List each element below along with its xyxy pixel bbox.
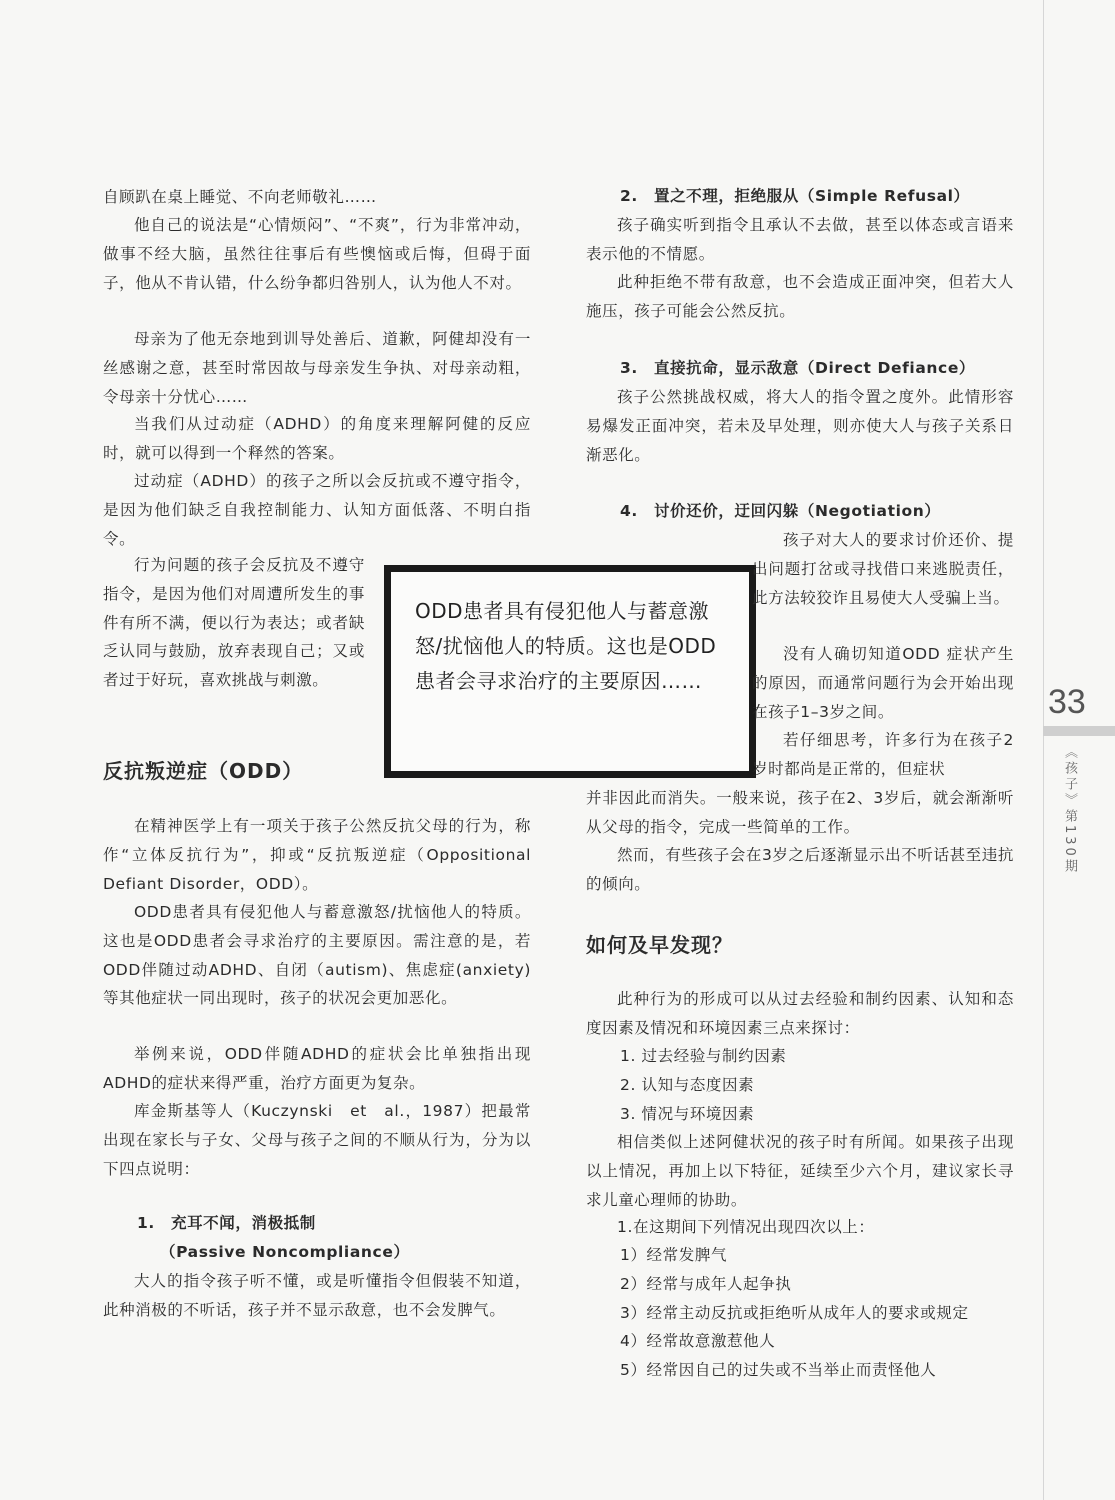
subheading-1: 1. 充耳不闻，消极抵制 <box>137 1214 316 1232</box>
list-item: 2）经常与成年人起争执 <box>620 1274 792 1293</box>
factor-list <box>620 1042 786 1128</box>
right-paragraph-2: 此种拒绝不带有敌意，也不会造成正面冲突，但若大人施压，孩子可能会公然反抗。 <box>586 273 1014 320</box>
left-paragraph-7: 在精神医学上有一项关于孩子公然反抗父母的行为，称作“立体反抗行为”，抑或“反抗叛逆症（Oppositional Defiant Disorder，ODD）。 <box>103 817 531 893</box>
list-item: 3. 情况与环境因素 <box>620 1104 755 1123</box>
left-paragraph-3: 母亲为了他无奈地到训导处善后、道歉，阿健却没有一丝感谢之意，甚至时常因故与母亲发生争执、对母亲动粗，令母亲十分忧心…… <box>103 330 531 406</box>
list-item: 1）经常发脾气 <box>620 1246 728 1264</box>
journal-issue: 《孩子》第130期 <box>1062 745 1077 875</box>
right-paragraph-1: 孩子确实听到指令且承认不去做，甚至以体态或言语来表示他的不情愿。 <box>586 216 1014 263</box>
right-paragraph-8: 此种行为的形成可以从过去经验和制约因素、认知和态度因素及情况和环境因素三点来探讨： <box>586 990 1014 1037</box>
right-paragraph-7: 然而，有些孩子会在3岁之后逐渐显示出不听话甚至违抗的倾向。 <box>586 846 1014 893</box>
list-item: 5）经常因自己的过失或不当举止而责怪他人 <box>620 1361 937 1380</box>
left-paragraph-6: 行为问题的孩子会反抗及不遵守指令，是因为他们对周遭所发生的事件有所不满，便以行为表达；或者缺乏认同与鼓励，放弃表现自己；又或者过于好玩，喜欢挑战与刺激。 <box>103 556 365 690</box>
margin-rule <box>1043 0 1044 1500</box>
right-paragraph-6b: 并非因此而消失。一般来说，孩子在2、3岁后，就会渐渐听从父母的指令，完成一些简单的工作。 <box>586 789 1014 836</box>
page-number: 33 <box>1048 683 1086 721</box>
list-item: 3）经常主动反抗或拒绝听从成年人的要求或规定 <box>620 1303 969 1322</box>
left-paragraph-2: 他自己的说法是“心情烦闷”、“不爽”，行为非常冲动，做事不经大脑，虽然往往事后有些懊恼或后悔，但碍于面子，他从不肯认错，什么纷争都归咎别人，认为他人不对。 <box>103 216 531 292</box>
right-paragraph-6a: 若仔细思考，许多行为在孩子2岁时都尚是正常的，但症状 <box>752 731 1014 778</box>
heading-how: 如何及早发现？ <box>586 933 733 957</box>
right-paragraph-4: 孩子对大人的要求讨价还价、提出问题打岔或寻找借口来逃脱责任，此方法较狡诈且易使大人受骗上当。 <box>752 531 1014 607</box>
subheading-3: 3. 直接抗命，显示敌意（Direct Defiance） <box>620 359 976 377</box>
list-item: 1. 过去经验与制约因素 <box>620 1047 787 1065</box>
right-paragraph-3: 孩子公然挑战权威，将大人的指令置之度外。此情形容易爆发正面冲突，若未及早处理，则亦使大人与孩子关系日渐恶化。 <box>586 388 1014 464</box>
pull-quote-text: ODD患者具有侵犯他人与蓄意激怒/扰恼他人的特质。这也是ODD患者会寻求治疗的主要原因…… <box>415 599 717 693</box>
list-item: 2. 认知与态度因素 <box>620 1075 755 1094</box>
subheading-2: 2. 置之不理，拒绝服从（Simple Refusal） <box>620 187 970 205</box>
left-paragraph-11: 大人的指令孩子听不懂，或是听懂指令但假装不知道，此种消极的不听话，孩子并不显示敌意，也不会发脾气。 <box>103 1272 531 1319</box>
left-paragraph-8: ODD患者具有侵犯他人与蓄意激怒/扰恼他人的特质。这也是ODD患者会寻求治疗的主要原因。需注意的是，若ODD伴随过动ADHD、自闭（autism)、焦虑症(anxiety)等其他症状一同出现时，孩子的状况会更加恶化。 <box>103 903 531 1008</box>
page-number-bar <box>1043 726 1115 736</box>
list-item: 4）经常故意激惹他人 <box>620 1332 776 1351</box>
left-paragraph-5: 过动症（ADHD）的孩子之所以会反抗或不遵守指令，是因为他们缺乏自我控制能力、认知方面低落、不明白指令。 <box>103 472 531 548</box>
heading-odd: 反抗叛逆症（ODD） <box>103 759 304 783</box>
sign-list <box>620 1241 969 1385</box>
left-paragraph-9: 举例来说，ODD伴随ADHD的症状会比单独指出现ADHD的症状来得严重，治疗方面更为复杂。 <box>103 1045 531 1092</box>
right-paragraph-9: 相信类似上述阿健状况的孩子时有所闻。如果孩子出现以上情况，再加上以下特征，延续至少六个月，建议家长寻求儿童心理师的协助。 <box>586 1133 1014 1209</box>
right-paragraph-10: 1.在这期间下列情况出现四次以上： <box>617 1218 875 1236</box>
left-paragraph-4: 当我们从过动症（ADHD）的角度来理解阿健的反应时，就可以得到一个释然的答案。 <box>103 415 531 462</box>
subheading-1-english: （Passive Noncompliance） <box>160 1243 410 1261</box>
subheading-4: 4. 讨价还价，迂回闪躲（Negotiation） <box>620 502 941 520</box>
pull-quote-box <box>384 565 756 778</box>
left-paragraph-10: 库金斯基等人（Kuczynski et al.，1987）把最常出现在家长与子女、父母与孩子之间的不顺从行为，分为以下四点说明： <box>103 1102 531 1178</box>
left-paragraph-1: 自顾趴在桌上睡觉、不向老师敬礼…… <box>103 188 377 206</box>
right-paragraph-5: 没有人确切知道ODD 症状产生的原因，而通常问题行为会开始出现在孩子1–3岁之间。 <box>752 645 1014 721</box>
